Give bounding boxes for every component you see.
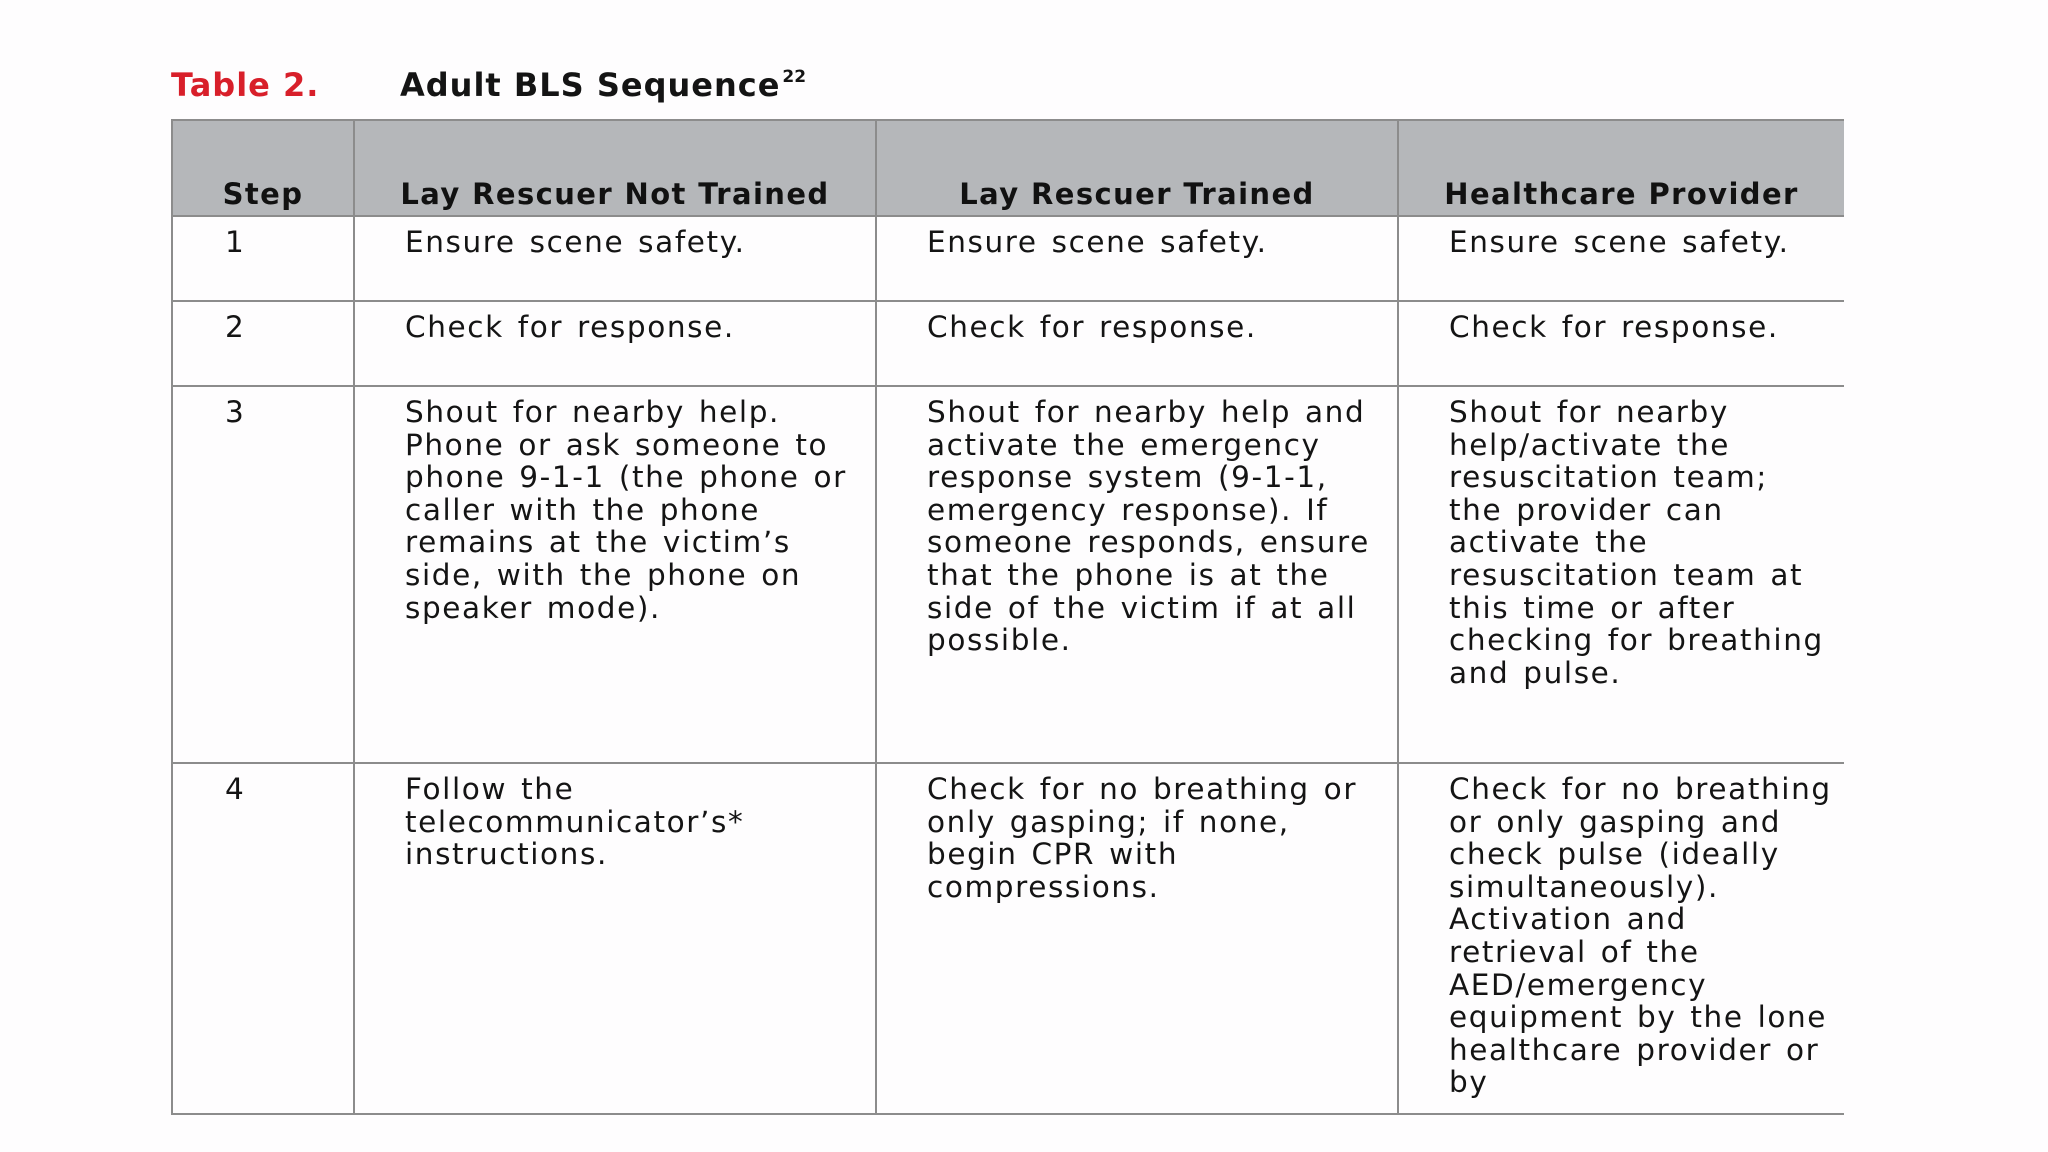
bls-table-container <box>171 119 1844 1152</box>
step-number: 4 <box>172 763 354 1114</box>
header-lay-not-trained: Lay Rescuer Not Trained <box>354 120 876 216</box>
table-row <box>172 386 1844 763</box>
step-number: 2 <box>172 301 354 386</box>
lay-trained-cell: Check for no breathing or only gasping; if none, begin CPR with compressions. <box>876 763 1398 1114</box>
lay-trained-cell: Check for response. <box>876 301 1398 386</box>
table-number: Table 2. <box>171 66 320 104</box>
provider-cell: Shout for nearby help/activate the resuscitation team; the provider can activate the resuscitation team at this time or after checking for breathing and pulse. <box>1398 386 1844 763</box>
header-provider: Healthcare Provider <box>1398 120 1844 216</box>
provider-cell: Check for response. <box>1398 301 1844 386</box>
citation-superscript: 22 <box>782 67 807 87</box>
header-step: Step <box>172 120 354 216</box>
lay-not-trained-cell: Check for response. <box>354 301 876 386</box>
provider-cell: Check for no breathing or only gasping and check pulse (ideally simultaneously). Activation and retrieval of the AED/emergency equipment by the lone healthcare provider or by <box>1398 763 1844 1114</box>
lay-not-trained-cell: Ensure scene safety. <box>354 216 876 301</box>
lay-not-trained-cell: Shout for nearby help. Phone or ask someone to phone 9-1-1 (the phone or caller with the phone remains at the victim’s side, with the phone on speaker mode). <box>354 386 876 763</box>
table-row <box>172 301 1844 386</box>
header-lay-trained: Lay Rescuer Trained <box>876 120 1398 216</box>
table-row <box>172 763 1844 1114</box>
table-row <box>172 216 1844 301</box>
provider-cell: Ensure scene safety. <box>1398 216 1844 301</box>
bls-sequence-table <box>171 119 1844 1115</box>
step-number: 1 <box>172 216 354 301</box>
lay-not-trained-cell: Follow the telecommunicator’s* instructions. <box>354 763 876 1114</box>
table-caption <box>171 66 806 110</box>
step-number: 3 <box>172 386 354 763</box>
lay-trained-cell: Ensure scene safety. <box>876 216 1398 301</box>
table-title: Adult BLS Sequence <box>400 66 781 104</box>
table-header-row <box>172 120 1844 216</box>
lay-trained-cell: Shout for nearby help and activate the emergency response system (9-1-1, emergency response). If someone responds, ensure that the phone is at the side of the victim if at all possible. <box>876 386 1398 763</box>
